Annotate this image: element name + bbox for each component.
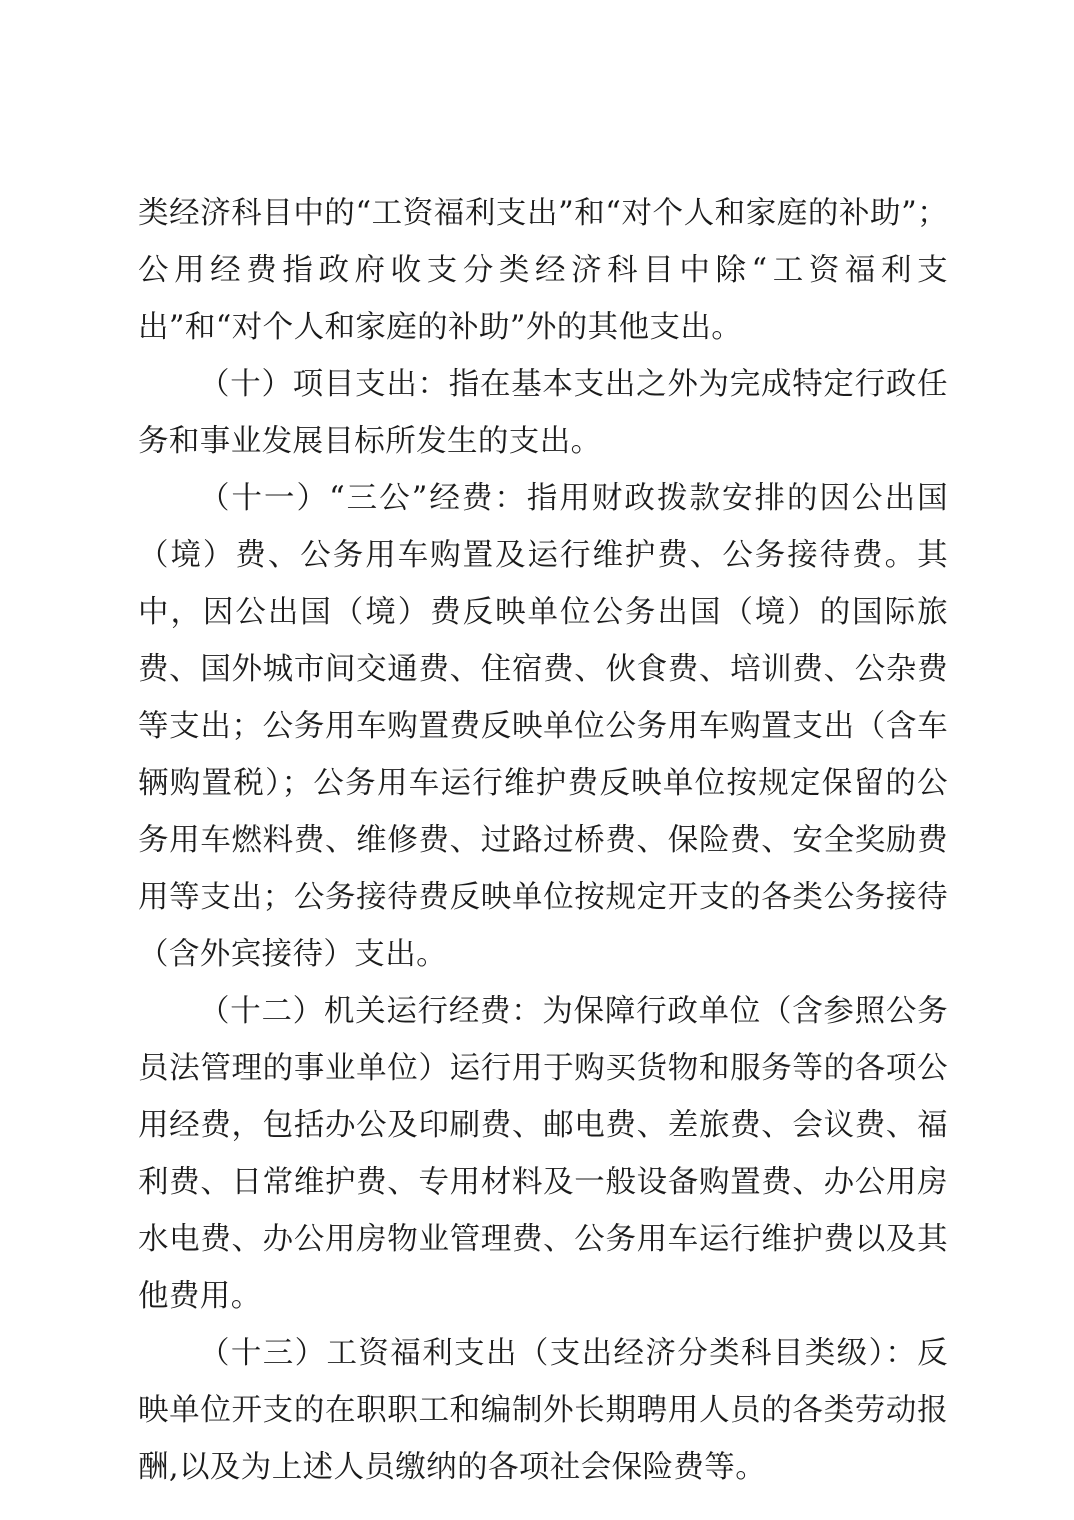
paragraph-item-13: （十三）工资福利支出（支出经济分类科目类级）：反映单位开支的在职职工和编制外长期聘用人员的各类劳动报酬,以及为上述人员缴纳的各项社会保险费等。 <box>138 1336 948 1485</box>
paragraph-continuation: 类经济科目中的“工资福利支出”和“对个人和家庭的补助”；公用经费指政府收支分类经济科目中除“工资福利支出”和“对个人和家庭的补助”外的其他支出。 <box>138 196 948 345</box>
paragraph-item-10: （十）项目支出：指在基本支出之外为完成特定行政任务和事业发展目标所发生的支出。 <box>138 367 948 459</box>
paragraph-item-11: （十一）“三公”经费：指用财政拨款安排的因公出国（境）费、公务用车购置及运行维护费、公务接待费。其中，因公出国（境）费反映单位公务出国（境）的国际旅费、国外城市间交通费、住宿费、伙食费、培训费、公杂费等支出；公务用车购置费反映单位公务用车购置支出（含车辆购置税）；公务用车运行维护费反映单位按规定保留的公务用车燃料费、维修费、过路过桥费、保险费、安全奖励费用等支出；公务接待费反映单位按规定开支的各类公务接待（含外宾接待）支出。 <box>138 481 948 972</box>
paragraph-item-12: （十二）机关运行经费：为保障行政单位（含参照公务员法管理的事业单位）运行用于购买货物和服务等的各项公用经费，包括办公及印刷费、邮电费、差旅费、会议费、福利费、日常维护费、专用材料及一般设备购置费、办公用房水电费、办公用房物业管理费、公务用车运行维护费以及其他费用。 <box>138 994 948 1314</box>
document-body <box>138 185 948 1496</box>
